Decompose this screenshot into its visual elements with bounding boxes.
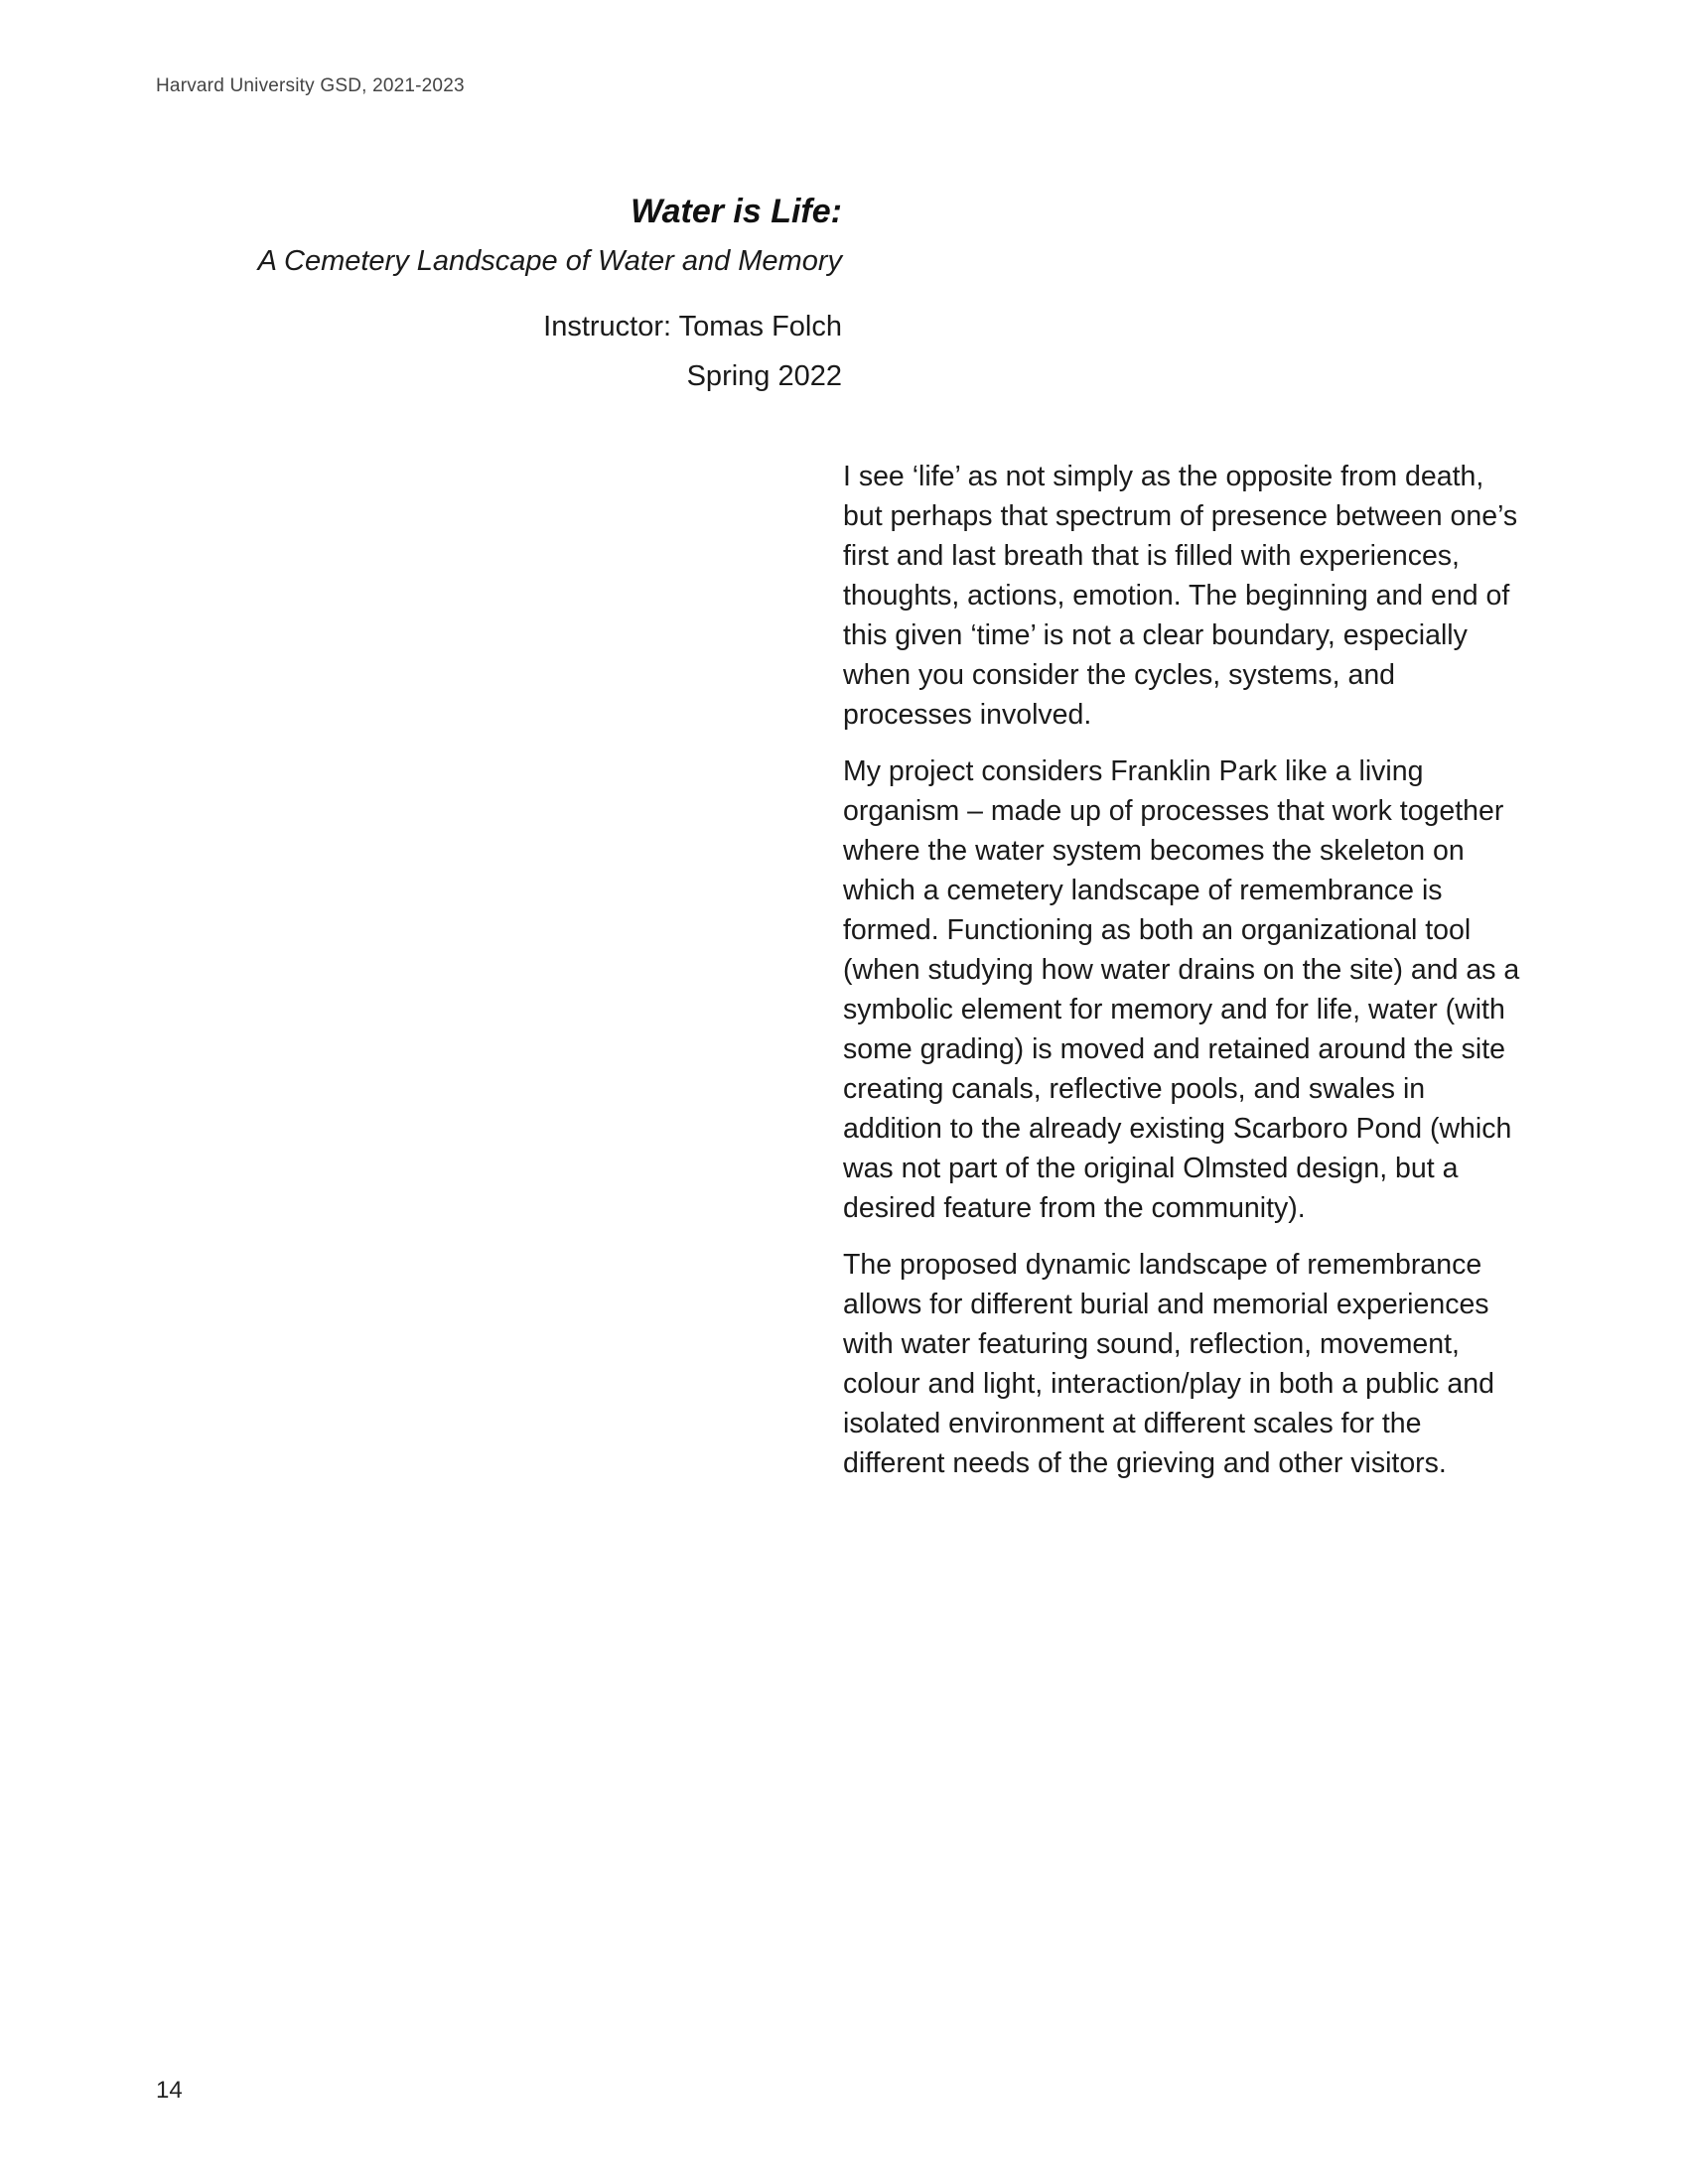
- instructor-line: Instructor: Tomas Folch: [543, 311, 842, 342]
- body-paragraph: I see ‘life’ as not simply as the opposite from death, but perhaps that spectrum of presence between one’s first and last breath that is filled with experiences, thoughts, actions, emotion. The beginning and end of this given ‘time’ is not a clear boundary, especially when you consider the cycles, systems, and processes involved.: [843, 461, 1518, 731]
- project-subtitle: A Cemetery Landscape of Water and Memory: [257, 245, 842, 277]
- body-paragraph: The proposed dynamic landscape of remembrance allows for different burial and memorial experiences with water featuring sound, reflection, movement, colour and light, interaction/play in both a public and isolated environment at different scales for the different needs of the grieving and other visitors.: [843, 1249, 1494, 1479]
- project-title: Water is Life:: [631, 193, 842, 230]
- body-text: [843, 457, 1528, 1500]
- page-number: 14: [156, 2077, 183, 2104]
- title-block: [48, 187, 842, 399]
- body-paragraph: My project considers Franklin Park like a living organism – made up of processes that work together where the water system becomes the skeleton on which a cemetery landscape of remembrance is formed. Functioning as both an organizational tool (when studying how water drains on the site) and as a symbolic element for memory and for life, water (with some grading) is moved and retained around the site creating canals, reflective pools, and swales in addition to the already existing Scarboro Pond (which was not part of the original Olmsted design, but a desired feature from the community).: [843, 755, 1520, 1224]
- term-line: Spring 2022: [686, 360, 842, 392]
- running-header: Harvard University GSD, 2021-2023: [156, 75, 465, 96]
